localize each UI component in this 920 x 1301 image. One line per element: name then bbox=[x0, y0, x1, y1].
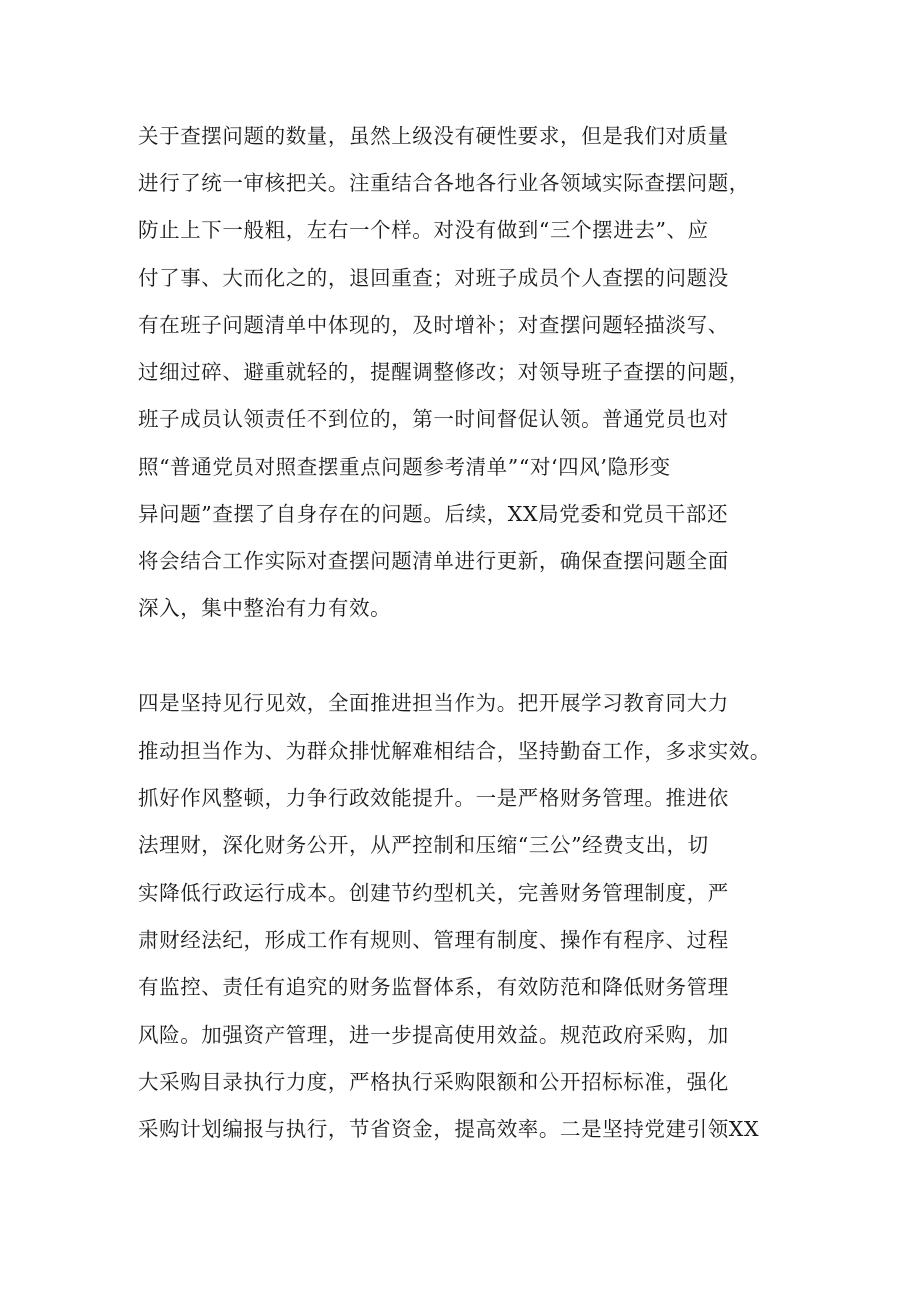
paragraph-1-line: 有在班子问题清单中体现的，及时增补；对查摆问题轻描淡写、 bbox=[138, 313, 729, 337]
paragraph-1-line: 深入，集中整治有力有效。 bbox=[138, 596, 392, 620]
paragraph-1-line: 班子成员认领责任不到位的，第一时间督促认领。普通党员也对 bbox=[138, 407, 729, 431]
paragraph-1-line: 将会结合工作实际对查摆问题清单进行更新，确保查摆问题全面 bbox=[138, 549, 729, 573]
paragraph-1-line: 付了事、大而化之的，退回重查；对班子成员个人查摆的问题没 bbox=[138, 266, 729, 290]
paragraph-2-line: 风险。加强资产管理，进一步提高使用效益。规范政府采购，加 bbox=[138, 1023, 729, 1047]
paragraph-2-line: 有监控、责任有追究的财务监督体系，有效防范和降低财务管理 bbox=[138, 975, 729, 999]
paragraph-1-line: 过细过碎、避重就轻的，提醒调整修改；对领导班子查摆的问题， bbox=[138, 360, 750, 384]
paragraph-2-line: 肃财经法纪，形成工作有规则、管理有制度、操作有程序、过程 bbox=[138, 928, 729, 952]
paragraph-2-line: 四是坚持见行见效，全面推进担当作为。把开展学习教育同大力 bbox=[138, 691, 729, 715]
paragraph-2-line: 法理财，深化财务公开，从严控制和压缩“三公”经费支出，切 bbox=[138, 833, 709, 857]
paragraph-1-line: 照“普通党员对照查摆重点问题参考清单”“对‘四风’隐形变 bbox=[138, 455, 671, 479]
paragraph-2-line: 实降低行政运行成本。创建节约型机关，完善财务管理制度，严 bbox=[138, 881, 729, 905]
paragraph-1-line: 防止上下一般粗，左右一个样。对没有做到“三个摆进去”、应 bbox=[138, 218, 709, 242]
paragraph-1-line: 关于查摆问题的数量，虽然上级没有硬性要求，但是我们对质量 bbox=[138, 124, 729, 148]
paragraph-2-line: 采购计划编报与执行，节省资金，提高效率。二是坚持党建引领XX bbox=[138, 1117, 760, 1141]
paragraph-1-line: 异问题”查摆了自身存在的问题。后续，XX局党委和党员干部还 bbox=[138, 502, 729, 526]
paragraph-2-line: 大采购目录执行力度，严格执行采购限额和公开招标标准，强化 bbox=[138, 1070, 729, 1094]
paragraph-1-line: 进行了统一审核把关。注重结合各地各行业各领域实际查摆问题， bbox=[138, 171, 750, 195]
paragraph-2-line: 推动担当作为、为群众排忧解难相结合，坚持勤奋工作，多求实效。 bbox=[138, 739, 771, 763]
paragraph-2-line: 抓好作风整顿，力争行政效能提升。一是严格财务管理。推进依 bbox=[138, 786, 729, 810]
